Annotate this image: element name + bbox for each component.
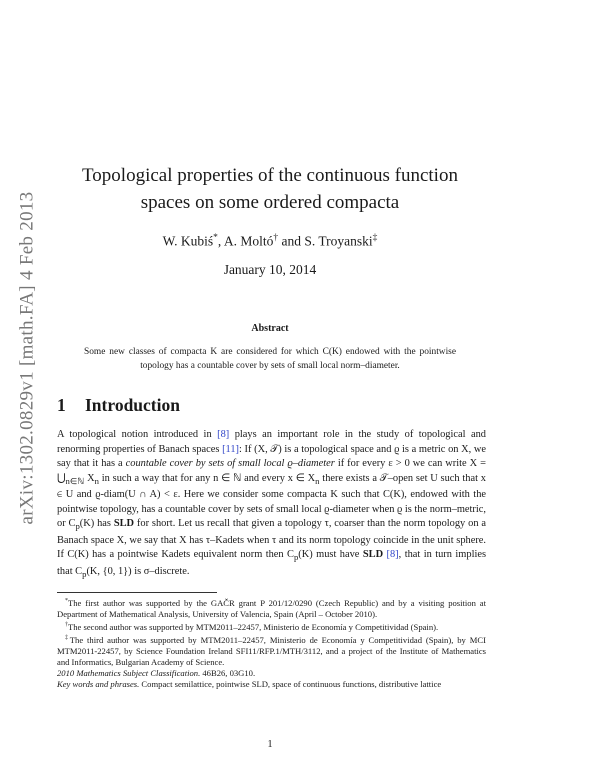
- defined-term: countable cover by sets of small local ϱ–diameter: [125, 458, 335, 469]
- keywords-label: Key words and phrases.: [57, 678, 140, 689]
- section-number: 1: [57, 395, 66, 415]
- subscript: n: [94, 475, 99, 486]
- citation-link[interactable]: [8]: [217, 429, 230, 440]
- author-list: [60, 233, 480, 250]
- citation-link[interactable]: [8]: [386, 549, 399, 561]
- author-1: W. Kubiś: [162, 233, 214, 249]
- body-text: (K) has: [79, 518, 114, 530]
- footnote-3: [57, 633, 486, 668]
- body-text: A topological notion introduced in: [57, 429, 218, 440]
- page-number: 1: [267, 739, 273, 750]
- footnote-mark: †: [65, 621, 69, 628]
- abstract-heading: Abstract: [251, 323, 289, 334]
- subscript: n: [315, 475, 320, 486]
- body-text: for short. Let us recall that given a topology τ, coarser than the norm topology on a Banach space X, we say that X has τ–Kadets when τ and its norm topology coincide in the unit sphere. If C(K) has a pointwise Kadets equivalent norm then C: [57, 518, 486, 561]
- footnote-1: [57, 596, 486, 620]
- introduction-paragraph: [57, 428, 486, 581]
- author-3-mark: ‡: [372, 233, 378, 243]
- msc-label: 2010 Mathematics Subject Classification.: [57, 667, 201, 678]
- arxiv-identifier-stamp: [15, 185, 39, 530]
- body-text: (K, {0, 1}) is σ–discrete.: [86, 565, 190, 577]
- footnote-2: [57, 620, 486, 633]
- body-text: plays an important role in the study of topological and renorming properties of Banach spaces: [57, 429, 486, 455]
- footnotes: [57, 596, 486, 690]
- arxiv-stamp-text: arXiv:1302.0829v1 [math.FA] 4 Feb 2013: [16, 191, 37, 524]
- footnote-mark: *: [65, 598, 69, 604]
- body-text: if for every ε > 0 we can write X = ⋃: [57, 458, 486, 484]
- bold-term: SLD: [113, 518, 135, 530]
- footnote-text: The second author was supported by MTM2011–22457, Ministerio de Economía y Competitividad (Spain).: [68, 621, 439, 632]
- subscript: p: [82, 568, 87, 579]
- body-text: X: [84, 472, 95, 484]
- author-2: A. Moltó: [223, 233, 274, 249]
- paper-date: January 10, 2014: [223, 262, 317, 277]
- paper-title: [60, 162, 480, 216]
- title-line-1: Topological properties of the continuous function: [82, 165, 458, 186]
- author-1-mark: *: [213, 233, 218, 243]
- footnote-text: The first author was supported by the GAČR grant P 201/12/0290 (Czech Republic) and by a visiting position at Department of Mathematical Analysis, University of Valencia, Spain (April – October 2010).: [57, 597, 486, 619]
- subscript: p: [75, 521, 80, 532]
- author-separator: and: [278, 233, 305, 249]
- section-title: Introduction: [85, 395, 180, 415]
- footnote-mark: ‡: [65, 634, 70, 641]
- body-text: (K) must have: [298, 549, 363, 561]
- author-3: S. Troyanski: [304, 233, 373, 249]
- citation-link[interactable]: [11]: [222, 443, 239, 455]
- footnote-divider: [57, 592, 217, 593]
- msc-value: 46B26, 03G10.: [200, 667, 256, 678]
- subscript: n∈ℕ: [65, 475, 85, 486]
- body-text: in such a way that for any n ∈ ℕ and every x ∈ X: [98, 472, 316, 484]
- author-2-mark: †: [273, 233, 279, 243]
- msc-classification: [57, 668, 486, 679]
- body-text: there exists a 𝒯–open set U such that x ∈ U and ϱ-diam(U ∩ A) < ε. Here we consider some compacta K such that C(K), endowed with the pointwise topology, has a countable cover by sets of small local ϱ-diameter when ϱ is the norm–metric, or C: [57, 472, 486, 530]
- footnote-text: The third author was supported by MTM2011–22457, Ministerio de Economía y Competitividad (Spain), by MCI MTM2011-22457, by Science Foundation Ireland SFI11/RFP.1/MTH/3112, and a project of the Institute of Mathematics and Informatics, Bulgarian Academy of Science.: [57, 634, 487, 667]
- section-heading: [57, 395, 180, 416]
- subscript: p: [293, 552, 299, 563]
- keywords-value: Compact semilattice, pointwise SLD, space of continuous functions, distributive lattice: [139, 678, 442, 689]
- abstract-text: Some new classes of compacta K are considered for which C(K) endowed with the pointwise topology has a countable cover by sets of small local norm–diameter.: [84, 347, 456, 371]
- title-line-2: spaces on some ordered compacta: [140, 192, 400, 213]
- bold-term: SLD: [362, 549, 384, 561]
- author-separator: ,: [217, 233, 224, 249]
- body-text: , that in turn implies that C: [57, 549, 486, 577]
- keywords: [57, 679, 486, 690]
- body-text: : If (X, 𝒯) is a topological space and ϱ is a metric on X, we say that it has a: [57, 443, 486, 469]
